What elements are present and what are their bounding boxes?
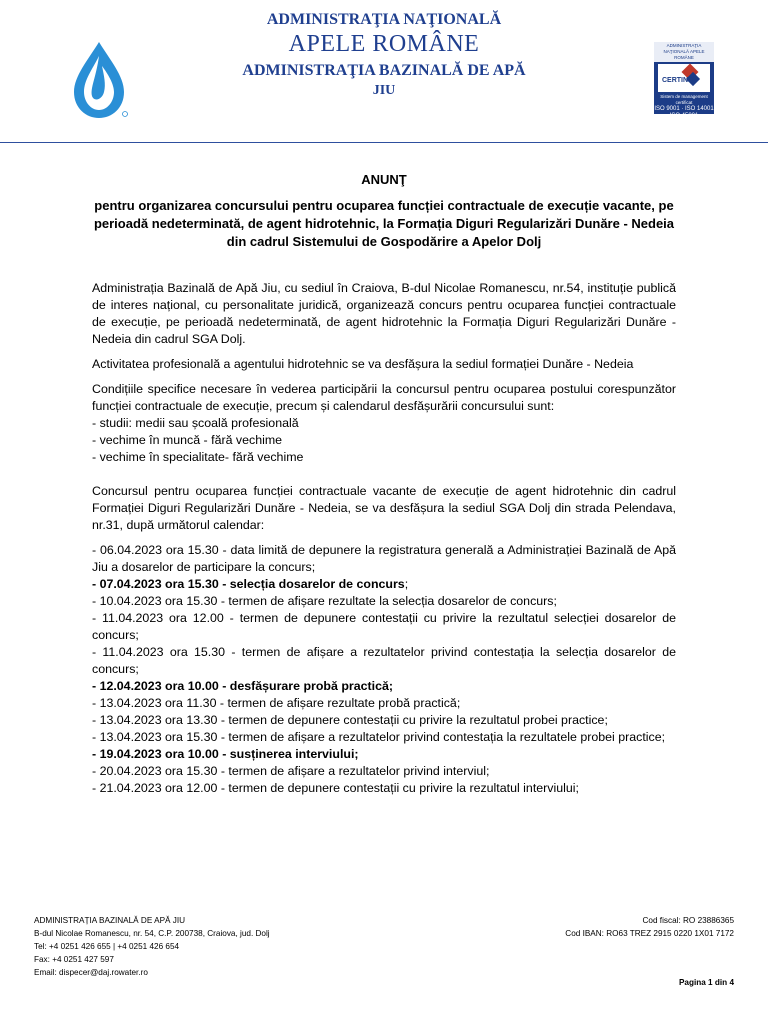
list-item: - 13.04.2023 ora 11.30 - termen de afișare rezultate probă practică; bbox=[92, 696, 461, 710]
list-item: - 13.04.2023 ora 15.30 - termen de afișare a rezultatelor privind contestația la rezultatele probei practice; bbox=[92, 730, 666, 744]
certind-icon bbox=[658, 64, 710, 92]
list-item: - 20.04.2023 ora 15.30 - termen de afișare a rezultatelor privind interviul; bbox=[92, 764, 490, 778]
cert-label-1: Sistem de management certificat bbox=[660, 94, 708, 105]
list-item bbox=[92, 576, 676, 593]
list-item: - vechime în specialitate- fără vechime bbox=[92, 450, 304, 464]
cert-logo bbox=[658, 64, 710, 92]
cert-top-text: ADMINISTRAŢIA NAŢIONALĂ APELE ROMÂNE bbox=[654, 42, 714, 62]
list-item: - 10.04.2023 ora 15.30 - termen de afișare rezultate la selecția dosarelor de concurs; bbox=[92, 594, 557, 608]
list-item: - 21.04.2023 ora 12.00 - termen de depunere contestații cu privire la rezultatul interviului; bbox=[92, 781, 579, 795]
list-item: - 13.04.2023 ora 13.30 - termen de depunere contestații cu privire la rezultatul probei practice; bbox=[92, 713, 608, 727]
header-line-2: APELE ROMÂNE bbox=[288, 31, 480, 57]
cert-mid-text: CERTIND bbox=[662, 77, 694, 84]
footer-line: Cod IBAN: RO63 TREZ 2915 0220 1X01 7172 bbox=[565, 929, 734, 938]
cert-label-2: ISO 9001 · ISO 14001 bbox=[654, 106, 714, 112]
header-line-3: ADMINISTRAŢIA BAZINALĂ DE APĂ bbox=[242, 62, 526, 79]
letterhead bbox=[0, 0, 768, 142]
schedule-bold-text: - 07.04.2023 ora 15.30 - selecția dosarelor de concurs bbox=[92, 577, 405, 591]
list-item: - vechime în muncă - fără vechime bbox=[92, 433, 283, 447]
schedule-suffix: ; bbox=[404, 577, 409, 591]
cert-label-3: ISO 45001 bbox=[669, 113, 699, 119]
header-divider bbox=[0, 142, 768, 143]
announcement-title bbox=[92, 172, 676, 251]
page-number: Pagina 1 din 4 bbox=[678, 978, 734, 987]
footer-line: Tel: +4 0251 426 655 | +4 0251 426 654 bbox=[34, 942, 180, 951]
certification-badge bbox=[654, 42, 714, 119]
schedule-list bbox=[92, 542, 676, 797]
footer-contact bbox=[34, 914, 270, 979]
announcement-subtitle: pentru organizarea concursului pentru ocuparea funcției contractuale de execuție vacante, pe perioadă nedeterminată, de agent hidrotehnic, la Formația Diguri Regularizări Dunăre - Nedeia din cadrul Sistemului de Gospodărire a Apelor Dolj bbox=[93, 198, 675, 249]
list-item: - 11.04.2023 ora 15.30 - termen de afișare a rezultatelor privind contestația la selecția dosarelor de concurs; bbox=[92, 645, 676, 676]
footer-fiscal bbox=[565, 914, 734, 940]
footer-line: Fax: +4 0251 427 597 bbox=[34, 955, 114, 964]
requirements-list bbox=[92, 415, 676, 466]
institution-name bbox=[140, 10, 628, 100]
footer-line: Cod fiscal: RO 23886365 bbox=[642, 916, 734, 925]
list-item: - 11.04.2023 ora 12.00 - termen de depunere contestații cu privire la rezultatul selecției dosarelor de concurs; bbox=[92, 611, 676, 642]
water-drop-logo-icon bbox=[68, 40, 130, 120]
footer-line: B-dul Nicolae Romanescu, nr. 54, C.P. 200738, Craiova, jud. Dolj bbox=[34, 929, 270, 938]
header-line-1: ADMINISTRAŢIA NAŢIONALĂ bbox=[266, 11, 502, 28]
paragraph-activity: Activitatea profesională a agentului hidrotehnic se va desfășura la sediul formației Dunăre - Nedeia bbox=[92, 357, 634, 371]
list-item: - 12.04.2023 ora 10.00 - desfășurare probă practică; bbox=[92, 679, 393, 693]
list-item: - studii: medii sau școală profesională bbox=[92, 416, 299, 430]
paragraph-calendar-intro: Concursul pentru ocuparea funcției contractuale vacante de execuție de agent hidrotehnic din cadrul Formației Diguri Regularizări Dunăre - Nedeia, se va desfășura la sediul SGA Dolj din strada Pelendava, nr.31, după următorul calendar: bbox=[92, 484, 676, 532]
header-line-4: JIU bbox=[372, 83, 396, 98]
list-item: - 06.04.2023 ora 15.30 - data limită de depunere la registratura generală a Administrației Bazinală de Apă Jiu a dosarelor de participare la concurs; bbox=[92, 543, 676, 574]
footer-line: ADMINISTRAȚIA BAZINALĂ DE APĂ JIU bbox=[34, 916, 186, 925]
paragraph-conditions: Condițiile specifice necesare în vederea participării la concursul pentru ocuparea postului corespunzător funcției contractuale de execuție, precum și calendarul desfășurării concursului sunt: bbox=[92, 382, 676, 413]
announcement-body bbox=[92, 280, 676, 797]
list-item: - 19.04.2023 ora 10.00 - susținerea interviului; bbox=[92, 747, 359, 761]
paragraph-institution: Administrația Bazinală de Apă Jiu, cu sediul în Craiova, B-dul Nicolae Romanescu, nr.54, instituție publică de interes național, cu personalitate juridică, organizează concurs pentru ocuparea funcției contractuale de execuție, pe perioadă nedeterminată, de agent hidrotehnic la Formația Diguri Regularizări Dunăre - Nedeia din cadrul SGA Dolj. bbox=[92, 281, 676, 346]
announcement-heading: ANUNŢ bbox=[361, 172, 407, 187]
footer-line: Email: dispecer@daj.rowater.ro bbox=[34, 968, 148, 977]
